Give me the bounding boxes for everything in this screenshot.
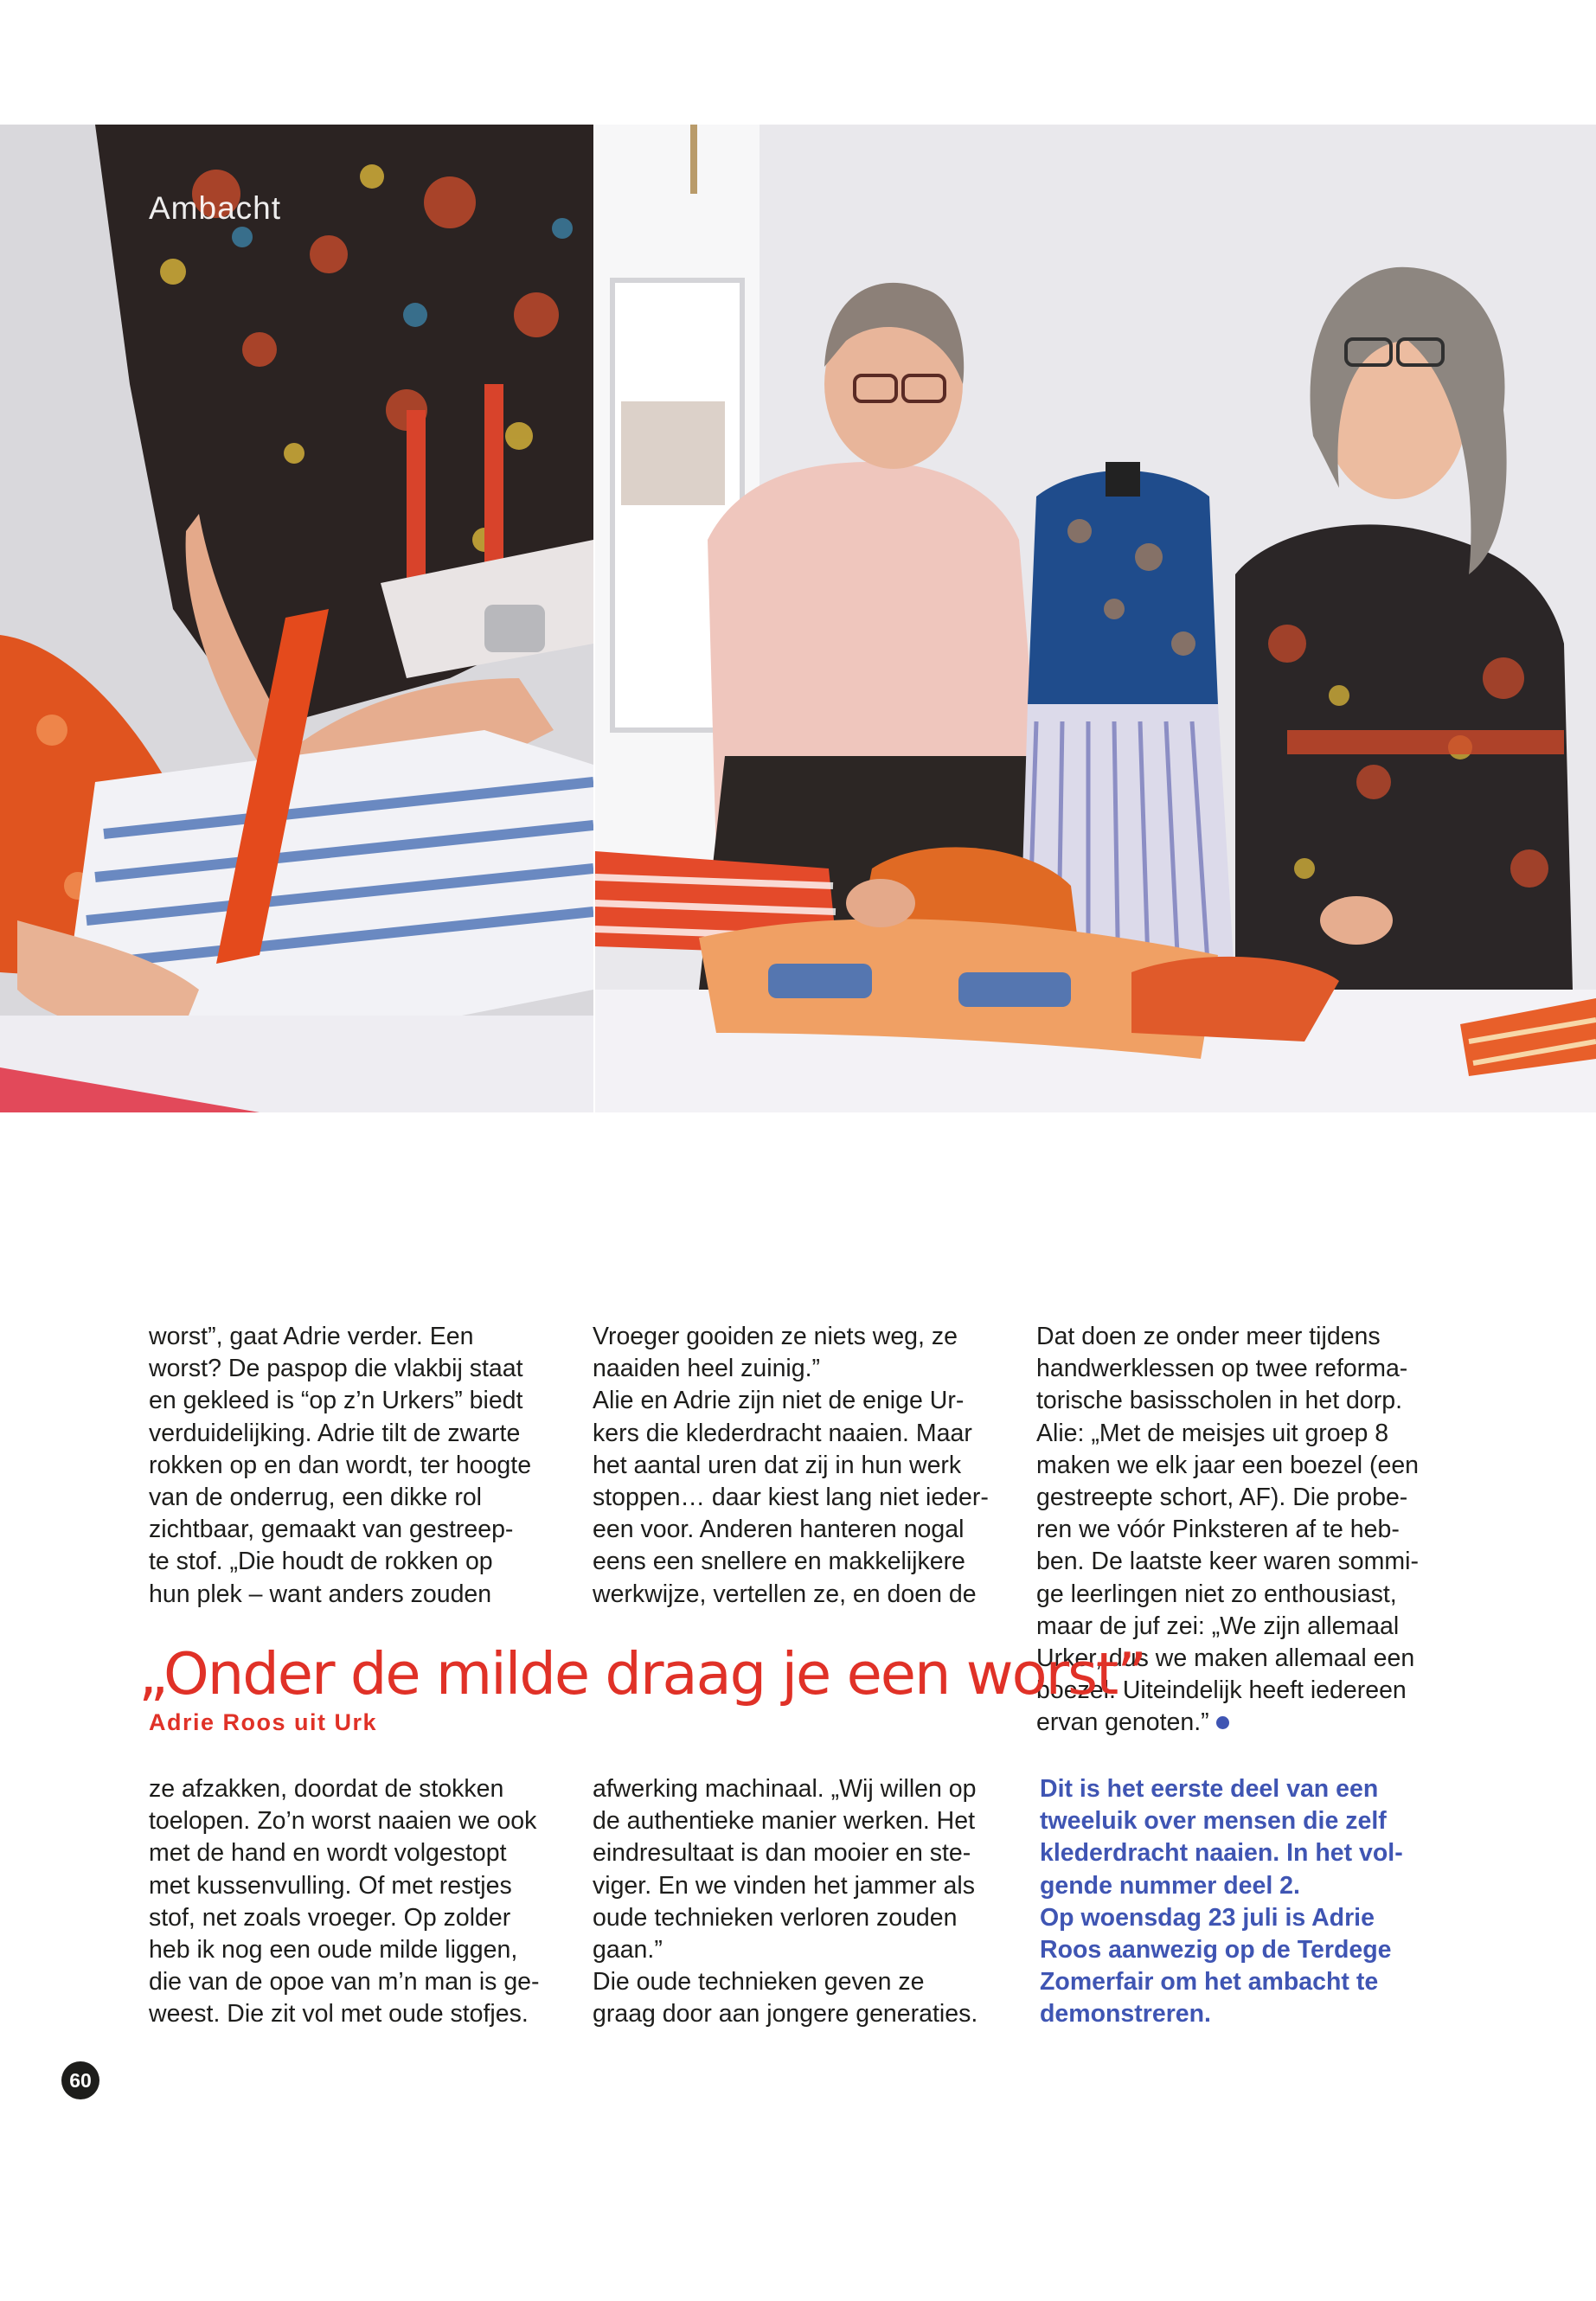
text-line: en gekleed is “op z’n Urkers” biedt <box>149 1387 523 1415</box>
text-line: met kussenvulling. Of met restjes <box>149 1871 512 1900</box>
info-line: Dit is het eerste deel van een <box>1040 1775 1379 1803</box>
info-line: klederdracht naaien. In het vol- <box>1040 1839 1403 1868</box>
text-line: Die oude technieken geven ze <box>593 1968 925 1997</box>
text-line: heb ik nog een oude milde liggen, <box>149 1936 518 1965</box>
text-line: de authentieke manier werken. Het <box>593 1807 976 1836</box>
end-of-article-icon <box>1216 1716 1229 1729</box>
section-label: Ambacht <box>149 190 282 226</box>
info-line: Zomerfair om het ambacht te <box>1040 1968 1379 1997</box>
text-line: eindresultaat is dan mooier en ste- <box>593 1839 971 1868</box>
text-line: ge leerlingen niet zo enthousiast, <box>1036 1580 1397 1608</box>
text-line: oude technieken verloren zouden <box>593 1903 958 1932</box>
info-line: Roos aanwezig op de Terdege <box>1040 1936 1392 1965</box>
body-column-1-top <box>149 1321 560 1611</box>
text-line: toelopen. Zo’n worst naaien we ook <box>149 1807 537 1836</box>
text-line: het aantal uren dat zij in hun werk <box>593 1451 962 1479</box>
body-column-2-bottom <box>593 1773 1003 2031</box>
text-line: een voor. Anderen hanteren nogal <box>593 1516 965 1544</box>
text-line: zichtbaar, gemaakt van gestreep- <box>149 1516 514 1544</box>
text-line: weest. Die zit vol met oude stofjes. <box>149 2000 529 2029</box>
text-line: van de onderrug, een dikke rol <box>149 1484 483 1512</box>
text-line: worst”, gaat Adrie verder. Een <box>149 1323 474 1350</box>
photo-hands-folding-fabric <box>0 125 593 1112</box>
text-line: Vroeger gooiden ze niets weg, ze <box>593 1323 958 1350</box>
info-line: gende nummer deel 2. <box>1040 1871 1300 1900</box>
text-line: werkwijze, vertellen ze, en doen de <box>593 1580 977 1608</box>
text-line: ze afzakken, doordat de stokken <box>149 1775 504 1803</box>
text-line: maken we elk jaar een boezel (een <box>1036 1451 1420 1479</box>
info-line: Op woensdag 23 juli is Adrie <box>1040 1903 1375 1932</box>
text-line: maar de juf zei: „We zijn allemaal <box>1036 1612 1400 1640</box>
text-line: Dat doen ze onder meer tijdens <box>1036 1323 1381 1350</box>
info-line: tweeluik over mensen die zelf <box>1040 1807 1387 1836</box>
text-line: ren we vóór Pinksteren af te heb- <box>1036 1516 1400 1544</box>
body-column-2-top <box>593 1321 1003 1611</box>
text-line: viger. En we vinden het jammer als <box>593 1871 975 1900</box>
info-line: demonstreren. <box>1040 2000 1211 2029</box>
text-line: Alie: „Met de meisjes uit groep 8 <box>1036 1419 1389 1447</box>
text-line: met de hand en wordt volgestopt <box>149 1839 507 1868</box>
text-line: ben. De laatste keer waren sommi- <box>1036 1548 1419 1576</box>
text-line: verduidelijking. Adrie tilt de zwarte <box>149 1419 521 1447</box>
text-line: te stof. „Die houdt de rokken op <box>149 1548 493 1576</box>
text-line: naaiden heel zuinig.” <box>593 1355 821 1383</box>
text-line: kers die klederdracht naaien. Maar <box>593 1419 972 1447</box>
page-number: 60 <box>61 2061 99 2099</box>
pull-quote: „Onder de milde draag je een worst” <box>138 1640 1146 1708</box>
text-line: Urker, dus we maken allemaal een <box>1036 1644 1415 1673</box>
text-line: eens een snellere en makkelijkere <box>593 1548 965 1576</box>
text-line: Alie en Adrie zijn niet de enige Ur- <box>593 1387 965 1415</box>
text-line: afwerking machinaal. „Wij willen op <box>593 1775 977 1803</box>
text-line: handwerklessen op twee reforma- <box>1036 1355 1408 1383</box>
info-box <box>1040 1773 1451 2031</box>
text-line: stof, net zoals vroeger. Op zolder <box>149 1903 511 1932</box>
body-column-1-bottom <box>149 1773 560 2031</box>
text-line: boezel. Uiteindelijk heeft iedereen <box>1036 1676 1407 1705</box>
text-line: graag door aan jongere generaties. <box>593 2000 978 2029</box>
text-line: rokken op en dan wordt, ter hoogte <box>149 1451 532 1479</box>
text-line: die van de opoe van m’n man is ge- <box>149 1968 540 1997</box>
text-line: worst? De paspop die vlakbij staat <box>149 1355 523 1383</box>
text-line-last <box>1036 1707 1447 1739</box>
photo-two-women-at-sewing-table <box>595 125 1596 1112</box>
pull-quote-attribution: Adrie Roos uit Urk <box>149 1709 378 1735</box>
text-line-content: ervan genoten.” <box>1036 1708 1209 1737</box>
text-line: stoppen… daar kiest lang niet ieder- <box>593 1484 989 1512</box>
text-line: gaan.” <box>593 1936 663 1965</box>
text-line: hun plek – want anders zouden <box>149 1580 492 1608</box>
text-line: gestreepte schort, AF). Die probe- <box>1036 1484 1408 1512</box>
text-line: torische basisscholen in het dorp. <box>1036 1387 1402 1415</box>
